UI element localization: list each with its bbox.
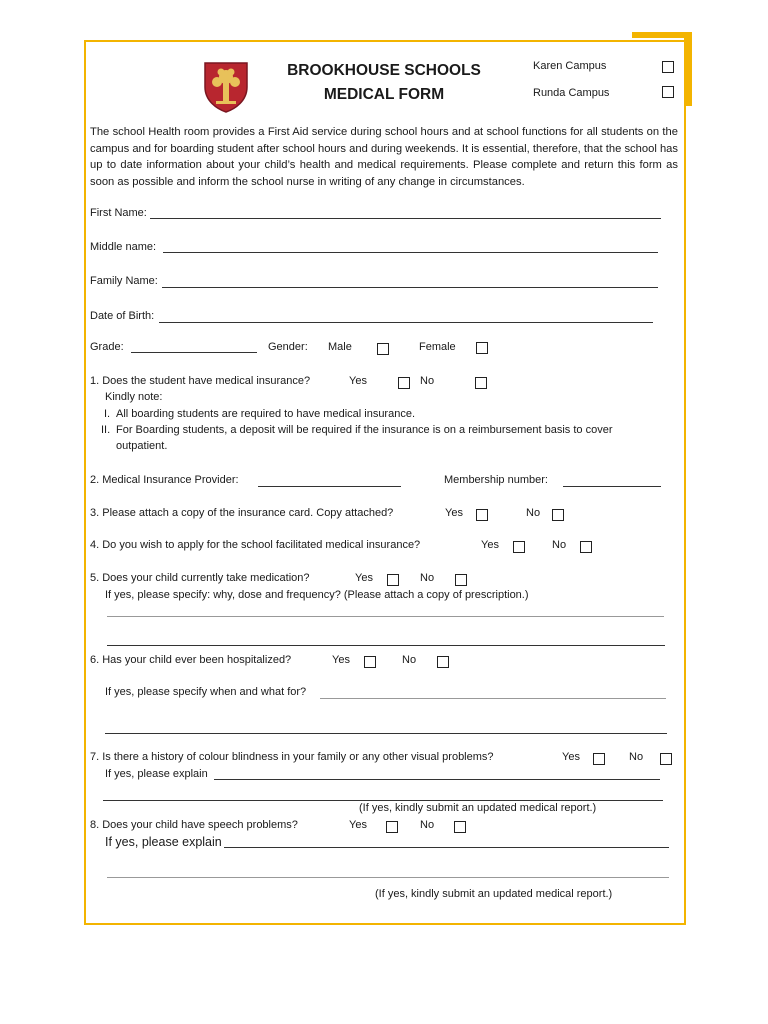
q8-answer-line-2[interactable] (107, 877, 669, 878)
q5-yes-checkbox[interactable] (387, 574, 399, 586)
q6-question: 6. Has your child ever been hospitalized? (90, 654, 292, 666)
male-label: Male (328, 341, 352, 353)
grade-field[interactable] (131, 352, 257, 353)
q1-note2-line1: For Boarding students, a deposit will be required if the insurance is on a reimbursement basis to cover (116, 424, 613, 436)
q1-note1: All boarding students are required to have medical insurance. (116, 408, 416, 420)
q8-report-note: (If yes, kindly submit an updated medical report.) (375, 888, 613, 900)
first-name-label: First Name: (90, 207, 147, 219)
q4-yes-label: Yes (481, 539, 499, 551)
q5-no-checkbox[interactable] (455, 574, 467, 586)
intro-paragraph: The school Health room provides a First Aid service during school hours and at school functions for all students on the campus and for boarding student after school hours and during weekends. It is essential, therefore, that the school has up to date information about your child’s health and medical requirements. Please complete and return this form as soon as possible and inform the school nurse in writing of any change in circumstances. (90, 126, 678, 188)
q5-answer-line-1[interactable] (107, 616, 664, 617)
campus-option-karen-label: Karen Campus (533, 60, 607, 72)
q1-kindly-note: Kindly note: (105, 391, 163, 403)
school-name: BROOKHOUSE SCHOOLS (287, 62, 481, 79)
q7-question: 7. Is there a history of colour blindness in your family or any other visual problems? (90, 751, 494, 763)
school-crest-logo (203, 61, 249, 113)
q3-no-checkbox[interactable] (552, 509, 564, 521)
q4-no-checkbox[interactable] (580, 541, 592, 553)
q8-answer-line-1[interactable] (224, 847, 669, 848)
q1-note2-line2: outpatient. (116, 440, 168, 452)
q6-answer-line-1[interactable] (320, 698, 666, 699)
campus-karen-checkbox[interactable] (662, 61, 674, 73)
first-name-field[interactable] (150, 218, 661, 219)
q7-yes-checkbox[interactable] (593, 753, 605, 765)
membership-number-label: Membership number: (444, 474, 548, 486)
q1-yes-checkbox[interactable] (398, 377, 410, 389)
q8-yes-checkbox[interactable] (386, 821, 398, 833)
q7-explain: If yes, please explain (105, 768, 208, 780)
q3-no-label: No (526, 507, 541, 519)
q4-question: 4. Do you wish to apply for the school facilitated medical insurance? (90, 539, 421, 551)
q3-yes-checkbox[interactable] (476, 509, 488, 521)
q1-no-checkbox[interactable] (475, 377, 487, 389)
q1-note2-number: II. (101, 424, 111, 436)
campus-option-runda-label: Runda Campus (533, 87, 610, 99)
q3-question: 3. Please attach a copy of the insurance card. Copy attached? (90, 507, 394, 519)
q5-specify: If yes, please specify: why, dose and frequency? (Please attach a copy of prescription.) (105, 589, 529, 601)
q4-no-label: No (552, 539, 567, 551)
q7-no-checkbox[interactable] (660, 753, 672, 765)
q7-answer-line-2[interactable] (103, 800, 663, 801)
q6-no-label: No (402, 654, 417, 666)
grade-label: Grade: (90, 341, 124, 353)
q2-question: 2. Medical Insurance Provider: (90, 474, 239, 486)
q7-report-note: (If yes, kindly submit an updated medical report.) (359, 802, 597, 814)
q6-no-checkbox[interactable] (437, 656, 449, 668)
q4-yes-checkbox[interactable] (513, 541, 525, 553)
q1-yes-label: Yes (349, 375, 367, 387)
dob-field[interactable] (159, 322, 653, 323)
q5-no-label: No (420, 572, 435, 584)
membership-number-field[interactable] (563, 486, 661, 487)
q7-answer-line-1[interactable] (214, 779, 660, 780)
q5-answer-line-2[interactable] (107, 645, 665, 646)
middle-name-label: Middle name: (90, 241, 157, 253)
campus-runda-checkbox[interactable] (662, 86, 674, 98)
q6-specify: If yes, please specify when and what for? (105, 686, 307, 698)
q1-no-label: No (420, 375, 435, 387)
q7-no-label: No (629, 751, 644, 763)
q8-no-label: No (420, 819, 435, 831)
female-label: Female (419, 341, 456, 353)
q6-yes-label: Yes (332, 654, 350, 666)
dob-label: Date of Birth: (90, 310, 155, 322)
q8-question: 8. Does your child have speech problems? (90, 819, 298, 831)
male-checkbox[interactable] (377, 343, 389, 355)
female-checkbox[interactable] (476, 342, 488, 354)
form-title: MEDICAL FORM (323, 86, 445, 103)
q8-yes-label: Yes (349, 819, 367, 831)
q6-yes-checkbox[interactable] (364, 656, 376, 668)
middle-name-field[interactable] (163, 252, 658, 253)
insurance-provider-field[interactable] (258, 486, 401, 487)
q1-note1-number: I. (104, 408, 111, 420)
family-name-label: Family Name: (90, 275, 158, 287)
q5-question: 5. Does your child currently take medication? (90, 572, 310, 584)
q8-explain: If yes, please explain (105, 835, 222, 849)
gender-label: Gender: (268, 341, 308, 353)
family-name-field[interactable] (162, 287, 658, 288)
q5-yes-label: Yes (355, 572, 373, 584)
q8-no-checkbox[interactable] (454, 821, 466, 833)
q6-answer-line-2[interactable] (105, 733, 667, 734)
q1-question: 1. Does the student have medical insurance? (90, 375, 311, 387)
q3-yes-label: Yes (445, 507, 463, 519)
q7-yes-label: Yes (562, 751, 580, 763)
